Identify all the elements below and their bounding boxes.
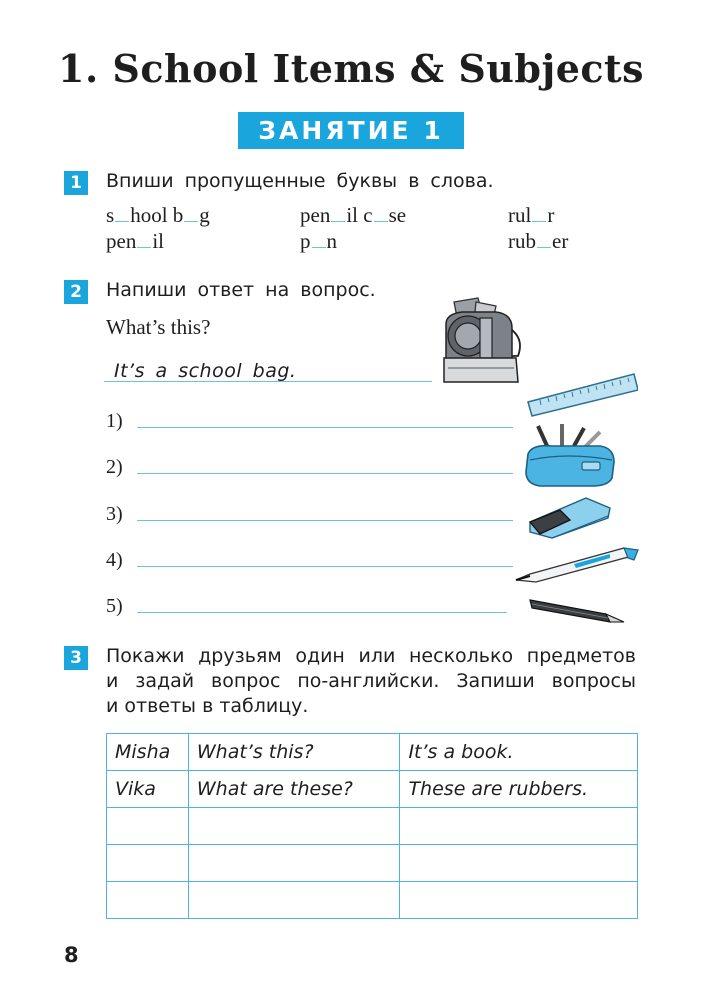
lesson-badge: ЗАНЯТИЕ 1	[238, 112, 464, 149]
gap-word: rul r	[508, 203, 555, 227]
table-cell[interactable]	[400, 882, 638, 919]
task-3-instruction	[106, 644, 636, 719]
pen-icon	[514, 544, 640, 584]
pencil-icon	[526, 596, 626, 626]
word-ruler	[508, 203, 554, 228]
letter-gap[interactable]	[312, 233, 326, 248]
ruler-icon	[526, 372, 638, 418]
letter-gap[interactable]	[537, 233, 551, 248]
word-pencil-case	[300, 203, 406, 228]
task-3-number: 3	[64, 646, 88, 670]
word-pencil	[106, 229, 164, 254]
item-label-5: 5)	[106, 595, 123, 617]
table-cell[interactable]	[188, 845, 400, 882]
table-cell[interactable]	[400, 845, 638, 882]
instruction-line: и задай вопрос по-английски. Запиши вопросы	[106, 670, 636, 692]
pencil-case-icon	[522, 422, 618, 488]
item-label-4: 4)	[106, 549, 123, 571]
table-row	[107, 882, 638, 919]
task-2-instruction: Напиши ответ на вопрос.	[106, 279, 376, 301]
table-cell[interactable]	[400, 808, 638, 845]
table-cell[interactable]	[107, 882, 189, 919]
example-answer: It’s a school bag.	[114, 360, 297, 382]
word-pen	[300, 229, 337, 254]
item-label-1: 1)	[106, 410, 123, 432]
letter-gap[interactable]	[374, 207, 388, 222]
task-1-instruction: Впиши пропущенные буквы в слова.	[106, 170, 494, 192]
table-cell: These are rubbers.	[400, 771, 638, 808]
table-cell: It’s a book.	[400, 734, 638, 771]
table-row	[107, 808, 638, 845]
table-cell[interactable]	[107, 845, 189, 882]
example-answer-line	[104, 381, 432, 382]
letter-gap[interactable]	[532, 207, 546, 222]
table-cell: What are these?	[188, 771, 400, 808]
table-row	[107, 845, 638, 882]
task-2-number: 2	[64, 280, 88, 304]
answer-line-4[interactable]	[137, 566, 513, 567]
answer-line-3[interactable]	[137, 520, 513, 521]
task-1-number: 1	[64, 171, 88, 195]
gap-word: pen il c se	[300, 203, 407, 227]
table-cell[interactable]	[188, 808, 400, 845]
answer-line-2[interactable]	[137, 473, 513, 474]
word-rubber	[508, 229, 568, 254]
table-cell[interactable]	[188, 882, 400, 919]
instruction-line: и ответы в таблицу.	[106, 695, 309, 717]
answer-line-5[interactable]	[137, 612, 507, 613]
gap-word: s hool b g	[106, 203, 210, 227]
table-row	[107, 734, 638, 771]
table-cell: Vika	[107, 771, 189, 808]
task-2-question: What’s this?	[106, 315, 211, 339]
item-label-3: 3)	[106, 503, 123, 525]
page-title: 1. School Items & Subjects	[58, 46, 644, 91]
table-cell: Misha	[107, 734, 189, 771]
table-cell: What’s this?	[188, 734, 400, 771]
letter-gap[interactable]	[331, 207, 345, 222]
page-number: 8	[64, 943, 79, 967]
table-cell[interactable]	[107, 808, 189, 845]
gap-word: rub er	[508, 229, 569, 253]
rubber-icon	[526, 494, 612, 540]
letter-gap[interactable]	[184, 207, 198, 222]
table-row	[107, 771, 638, 808]
school-bag-icon	[438, 296, 524, 388]
item-label-2: 2)	[106, 456, 123, 478]
letter-gap[interactable]	[137, 233, 151, 248]
word-school-bag	[106, 203, 210, 228]
answers-table	[106, 733, 638, 919]
gap-word: p n	[300, 229, 337, 253]
letter-gap[interactable]	[115, 207, 129, 222]
answer-line-1[interactable]	[137, 427, 513, 428]
instruction-line: Покажи друзьям один или несколько предметов	[106, 645, 636, 667]
gap-word: pen il	[106, 229, 164, 253]
